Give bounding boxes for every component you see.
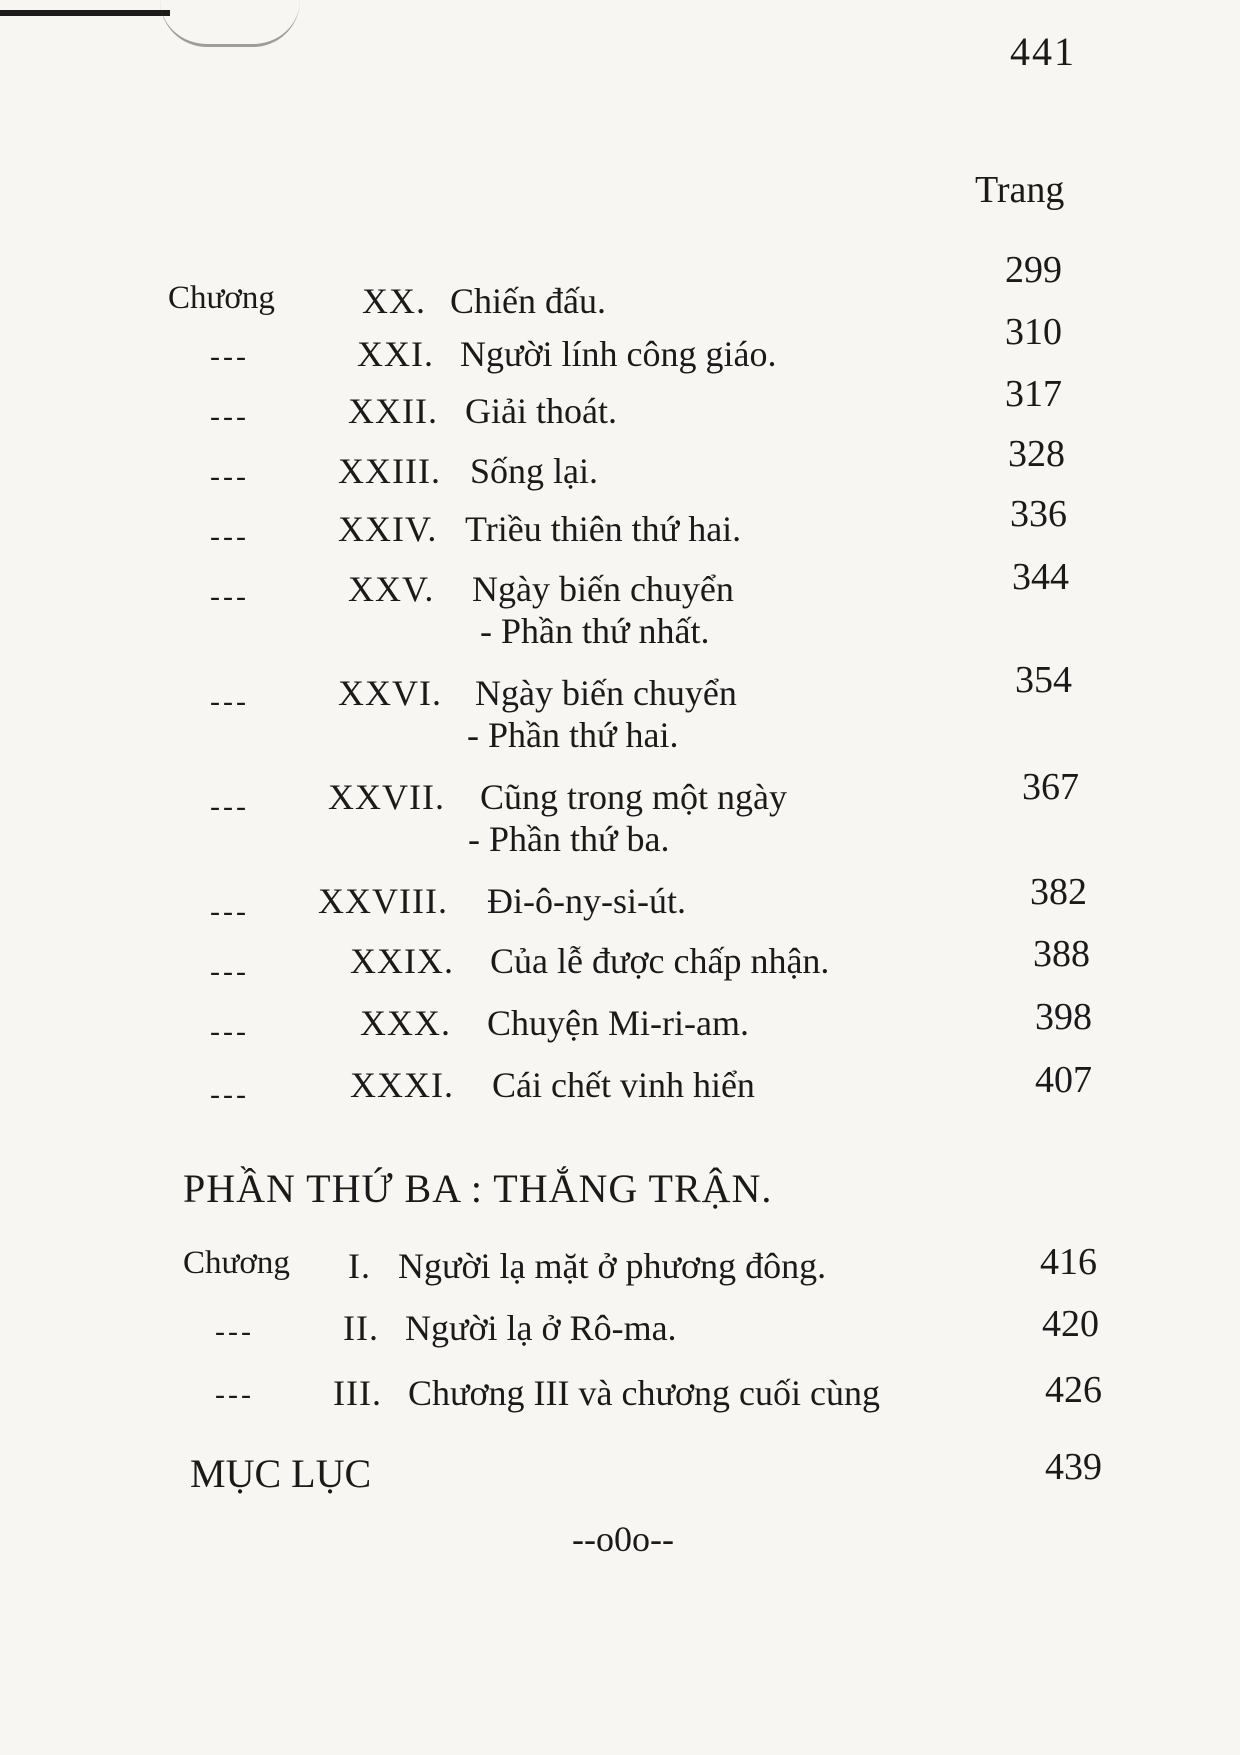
part-heading: PHẦN THỨ BA : THẮNG TRẬN. — [183, 1166, 773, 1211]
chapter-number: II. — [343, 1308, 379, 1348]
chapter-title: Giải thoát. — [465, 391, 617, 431]
chapter-title: Người lạ mặt ở phương đông. — [398, 1246, 827, 1286]
chapter-prefix: --- — [210, 1015, 249, 1048]
chapter-number: XXV. — [348, 569, 435, 609]
chapter-prefix: --- — [210, 460, 249, 493]
chapter-prefix: Chương — [168, 280, 275, 316]
chapter-number: XXI. — [357, 334, 434, 374]
chapter-prefix: --- — [210, 400, 249, 433]
chapter-number: XXIV. — [338, 509, 438, 549]
end-ornament: --o0o-- — [572, 1519, 674, 1559]
chapter-page: 420 — [1042, 1303, 1099, 1345]
chapter-page: 344 — [1012, 556, 1069, 598]
chapter-page: 416 — [1040, 1241, 1097, 1283]
index-entry-label: MỤC LỤC — [190, 1451, 372, 1496]
chapter-number: XXVII. — [328, 777, 445, 817]
chapter-title: Cái chết vinh hiển — [492, 1065, 755, 1105]
chapter-title: Chiến đấu. — [450, 281, 606, 321]
chapter-page: 336 — [1010, 493, 1067, 535]
chapter-title: Sống lại. — [470, 451, 599, 491]
chapter-page: 426 — [1045, 1369, 1102, 1411]
chapter-page: 328 — [1008, 433, 1065, 475]
chapter-prefix: --- — [210, 685, 249, 718]
chapter-title: Đi-ô-ny-si-út. — [487, 881, 686, 921]
chapter-title: Người lính công giáo. — [460, 334, 777, 374]
chapter-number: XXXI. — [350, 1065, 454, 1105]
chapter-number: XXX. — [360, 1003, 451, 1043]
page-number: 441 — [1010, 29, 1076, 74]
chapter-number: XXIII. — [338, 451, 441, 491]
chapter-page: 382 — [1030, 871, 1087, 913]
chapter-number: XXII. — [348, 391, 438, 431]
chapter-number: XXVIII. — [318, 881, 448, 921]
chapter-title: Người lạ ở Rô-ma. — [405, 1308, 677, 1348]
chapter-prefix: --- — [210, 895, 249, 928]
chapter-title: Chương III và chương cuối cùng — [408, 1373, 880, 1413]
chapter-number: I. — [348, 1246, 371, 1286]
chapter-title: Ngày biến chuyển — [472, 569, 734, 609]
chapter-title: Của lễ được chấp nhận. — [490, 941, 830, 981]
scan-page-curl — [160, 0, 300, 47]
chapter-prefix: --- — [210, 955, 249, 988]
chapter-page: 317 — [1005, 373, 1062, 415]
scan-edge-mark — [0, 10, 170, 16]
chapter-prefix: --- — [215, 1378, 254, 1411]
chapter-prefix: --- — [210, 340, 249, 373]
page-column-header: Trang — [975, 169, 1065, 211]
chapter-page: 354 — [1015, 659, 1072, 701]
chapter-prefix: --- — [210, 1078, 249, 1111]
chapter-page: 299 — [1005, 249, 1062, 291]
chapter-number: XXVI. — [338, 673, 442, 713]
chapter-subtitle: - Phần thứ nhất. — [480, 611, 710, 651]
chapter-page: 388 — [1033, 933, 1090, 975]
chapter-prefix: --- — [210, 790, 249, 823]
chapter-title: Cũng trong một ngày — [480, 777, 787, 817]
chapter-prefix: --- — [210, 520, 249, 553]
chapter-title: Chuyện Mi-ri-am. — [487, 1003, 749, 1043]
chapter-page: 367 — [1022, 766, 1079, 808]
chapter-subtitle: - Phần thứ ba. — [468, 819, 670, 859]
chapter-title: Ngày biến chuyển — [475, 673, 737, 713]
chapter-title: Triều thiên thứ hai. — [465, 509, 742, 549]
chapter-prefix: --- — [215, 1315, 254, 1348]
chapter-page: 310 — [1005, 311, 1062, 353]
chapter-number: III. — [333, 1373, 382, 1413]
chapter-prefix: --- — [210, 580, 249, 613]
chapter-page: 407 — [1035, 1059, 1092, 1101]
chapter-prefix: Chương — [183, 1245, 290, 1281]
index-entry-page: 439 — [1045, 1446, 1102, 1488]
chapter-page: 398 — [1035, 996, 1092, 1038]
chapter-subtitle: - Phần thứ hai. — [467, 715, 679, 755]
chapter-number: XX. — [362, 281, 426, 321]
chapter-number: XXIX. — [350, 941, 454, 981]
